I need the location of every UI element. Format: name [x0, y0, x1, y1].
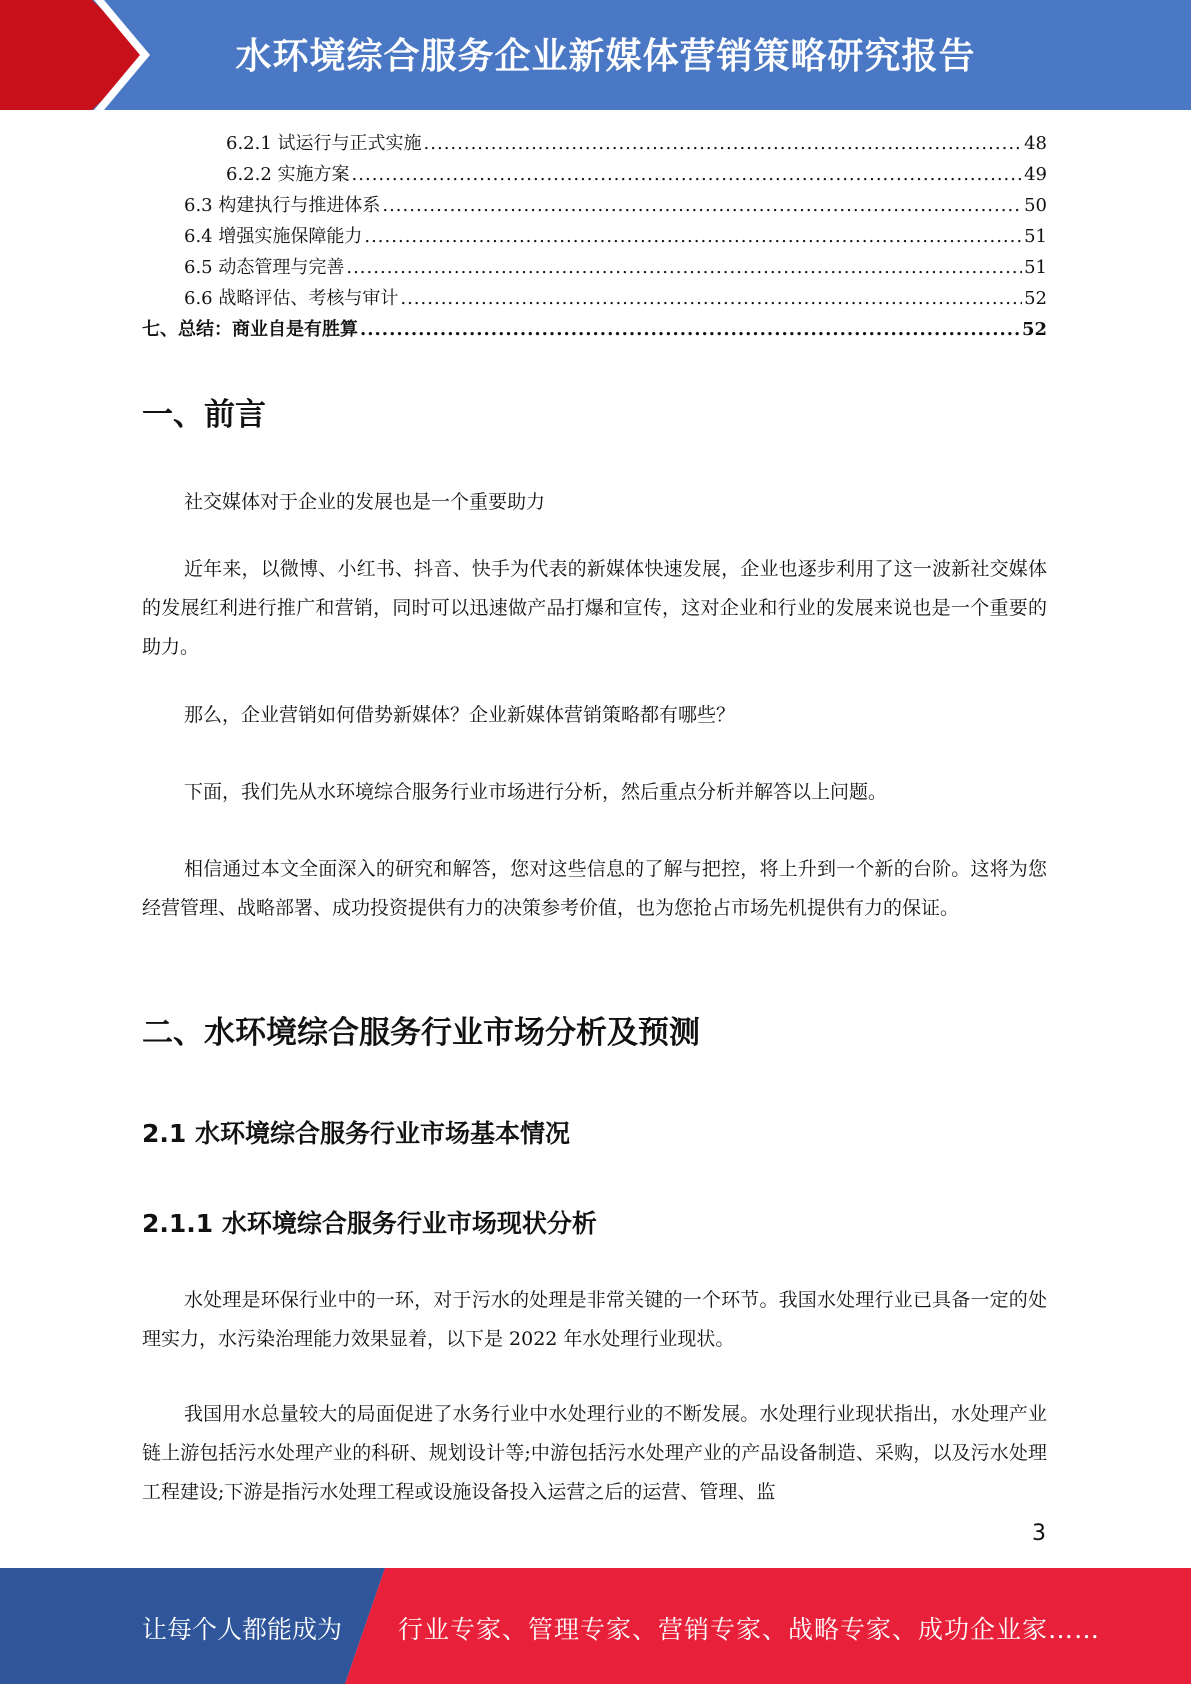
paragraph: 我国用水总量较大的局面促进了水务行业中水处理行业的不断发展。水处理行业现状指出，水处理产业链上游包括污水处理产业的科研、规划设计等;中游包括污水处理产业的产品设备制造、采购，以及污水处理工程建设;下游是指污水处理工程或设施设备投入运营之后的运营、管理、监 [142, 1403, 1047, 1503]
toc-entry-label: 6.5 动态管理与完善 [184, 257, 345, 278]
toc-entry-label: 6.6 战略评估、考核与审计 [184, 288, 399, 309]
toc-entry[interactable] [142, 252, 1047, 283]
toc-entry[interactable] [142, 314, 1047, 345]
document-title: 水环境综合服务企业新媒体营销策略研究报告 [235, 36, 976, 77]
toc-entry-page: 49 [1024, 164, 1047, 185]
toc-leader-dots [364, 221, 1022, 252]
section-heading-market: 二、水环境综合服务行业市场分析及预测 [142, 1015, 700, 1051]
page-header [0, 0, 1191, 110]
subsection-heading: 2.1 水环境综合服务行业市场基本情况 [142, 1119, 570, 1148]
toc-leader-dots [424, 128, 1023, 159]
toc-entry-label: 6.4 增强实施保障能力 [184, 226, 363, 247]
paragraph: 相信通过本文全面深入的研究和解答，您对这些信息的了解与把控，将上升到一个新的台阶。这将为您经营管理、战略部署、成功投资提供有力的决策参考价值，也为您抢占市场先机提供有力的保证。 [142, 858, 1047, 919]
paragraph: 那么，企业营销如何借势新媒体？企业新媒体营销策略都有哪些？ [184, 704, 736, 726]
toc-entry[interactable] [142, 128, 1047, 159]
footer-slogan-right: 行业专家、管理专家、营销专家、战略专家、成功企业家…… [398, 1615, 1101, 1644]
section-heading-preface: 一、前言 [142, 397, 266, 433]
toc-entry-label: 6.2.1 试运行与正式实施 [226, 133, 422, 154]
paragraph: 水处理是环保行业中的一环，对于污水的处理是非常关键的一个环节。我国水处理行业已具备一定的处理实力，水污染治理能力效果显着，以下是 2022 年水处理行业现状。 [142, 1289, 1047, 1350]
toc-leader-dots [400, 283, 1022, 314]
toc-entry-page: 50 [1024, 195, 1047, 216]
toc-entry-label: 七、总结：商业自是有胜算 [142, 319, 358, 340]
toc-leader-dots [352, 159, 1023, 190]
toc-entry[interactable] [142, 283, 1047, 314]
toc-entry-label: 6.3 构建执行与推进体系 [184, 195, 381, 216]
toc-entry[interactable] [142, 221, 1047, 252]
paragraph: 近年来，以微博、小红书、抖音、快手为代表的新媒体快速发展，企业也逐步利用了这一波新社交媒体的发展红利进行推广和营销，同时可以迅速做产品打爆和宣传，这对企业和行业的发展来说也是一个重要的助力。 [142, 558, 1047, 658]
toc-entry[interactable] [142, 159, 1047, 190]
page-footer [0, 1568, 1191, 1684]
toc-entry-page: 51 [1024, 257, 1047, 278]
paragraph: 下面，我们先从水环境综合服务行业市场进行分析，然后重点分析并解答以上问题。 [184, 781, 888, 803]
toc-leader-dots [346, 252, 1022, 283]
toc-entry-page: 52 [1021, 319, 1047, 340]
toc-entry-page: 51 [1024, 226, 1047, 247]
toc-entry[interactable] [142, 190, 1047, 221]
toc-leader-dots [382, 190, 1022, 221]
subsubsection-heading: 2.1.1 水环境综合服务行业市场现状分析 [142, 1209, 597, 1238]
toc-leader-dots [360, 314, 1020, 345]
paragraph: 社交媒体对于企业的发展也是一个重要助力 [184, 491, 546, 513]
table-of-contents [142, 128, 1047, 345]
toc-entry-page: 52 [1024, 288, 1047, 309]
page-number: 3 [1032, 1521, 1046, 1546]
toc-entry-label: 6.2.2 实施方案 [226, 164, 350, 185]
footer-slogan-left: 让每个人都能成为 [142, 1615, 343, 1644]
toc-entry-page: 48 [1024, 133, 1047, 154]
